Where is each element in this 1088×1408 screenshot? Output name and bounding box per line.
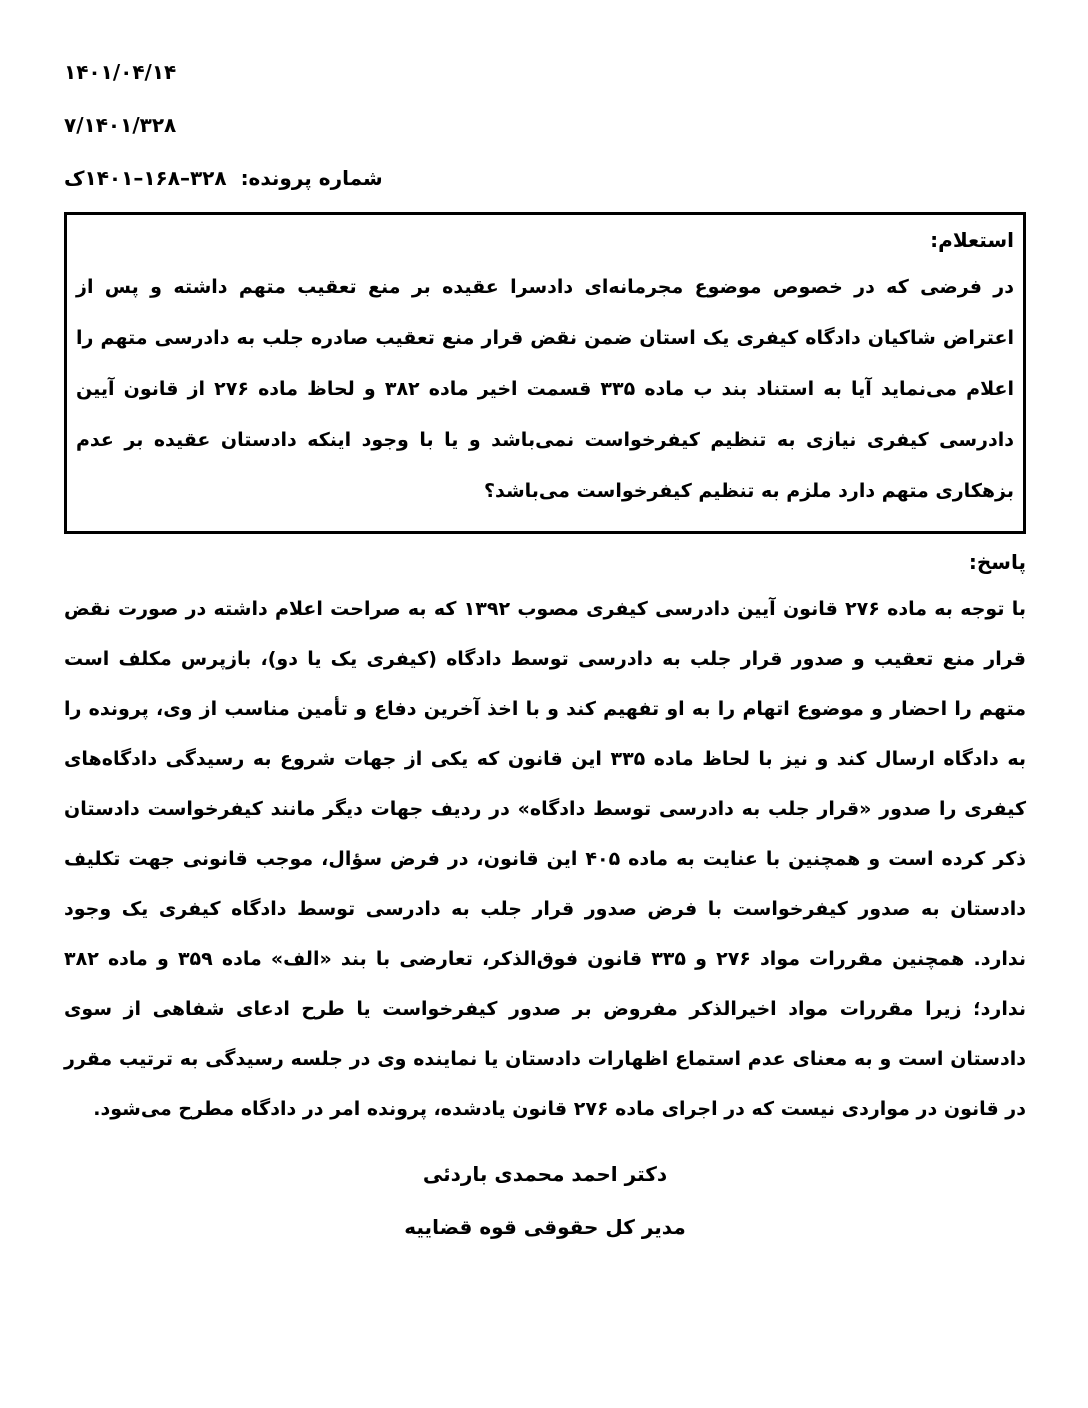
response-label: پاسخ: — [968, 550, 1026, 574]
case-number-line — [64, 152, 1026, 205]
case-number-label: شماره پرونده: — [240, 166, 383, 190]
letterhead — [64, 46, 1026, 205]
signature-block — [64, 1148, 1026, 1254]
signatory-name: دکتر احمد محمدی باردئی — [422, 1162, 668, 1186]
inquiry-body: در فرضی که در خصوص موضوع مجرمانه‌ای دادسرا عقیده بر منع تعقیب متهم داشته و پس از اعتراض شاکیان دادگاه کیفری یک استان ضمن نقض قرار منع تعقیب صادره جلب به دادرسی متهم را اعلام می‌نماید آیا به استناد بند ب ماده ۳۳۵ قسمت اخیر ماده ۳۸۲ و لحاظ ماده ۲۷۶ از قانون آیین دادرسی کیفری نیازی به تنظیم کیفرخواست نمی‌باشد و یا با وجود اینکه دادستان عقیده بر عدم بزهکاری متهم دارد ملزم به تنظیم کیفرخواست می‌باشد؟ — [76, 276, 1015, 502]
signatory-title: مدیر کل حقوقی قوه قضاییه — [404, 1215, 686, 1239]
letter-date: ۱۴۰۱/۰۴/۱۴ — [64, 60, 177, 84]
inquiry-section — [64, 212, 1026, 534]
inquiry-label: استعلام: — [930, 228, 1014, 252]
response-body: با توجه به ماده ۲۷۶ قانون آیین دادرسی کیفری مصوب ۱۳۹۲ که به صراحت اعلام داشته در صورت نقض قرار منع تعقیب و صدور قرار جلب به دادرسی توسط دادگاه (کیفری یک یا دو)، بازپرس مکلف است متهم را احضار و موضوع اتهام را به او تفهیم کند و با اخذ آخرین دفاع و تأمین مناسب از وی، پرونده را به دادگاه ارسال کند و نیز با لحاظ ماده ۳۳۵ این قانون که یکی از جهات شروع به رسیدگی دادگاه‌های کیفری را صدور «قرار جلب به دادرسی توسط دادگاه» در ردیف جهات دیگر مانند کیفرخواست دادستان ذکر کرده است و همچنین با عنایت به ماده ۴۰۵ این قانون، در فرض سؤال، موجب قانونی جهت تکلیف دادستان به صدور کیفرخواست با فرض صدور قرار جلب به دادرسی توسط دادگاه کیفری یک وجود ندارد. همچنین مقررات مواد ۲۷۶ و ۳۳۵ قانون فوق‌الذکر، تعارضی با بند «الف» ماده ۳۵۹ و ماده ۳۸۲ ندارد؛ زیرا مقررات مواد اخیرالذکر مفروض بر صدور کیفرخواست یا طرح ادعای شفاهی از سوی دادستان است و به معنای عدم استماع اظهارات دادستان یا نماینده وی در جلسه رسیدگی به ترتیب مقرر در قانون در مواردی نیست که در اجرای ماده ۲۷۶ قانون یادشده، پرونده امر در دادگاه مطرح می‌شود. — [64, 598, 1027, 1120]
letter-doc-number: ۷/۱۴۰۱/۳۲۸ — [64, 113, 177, 137]
case-number-value: ۳۲۸–۱۶۸–۱۴۰۱ک — [64, 166, 227, 190]
response-section — [64, 540, 1026, 1134]
